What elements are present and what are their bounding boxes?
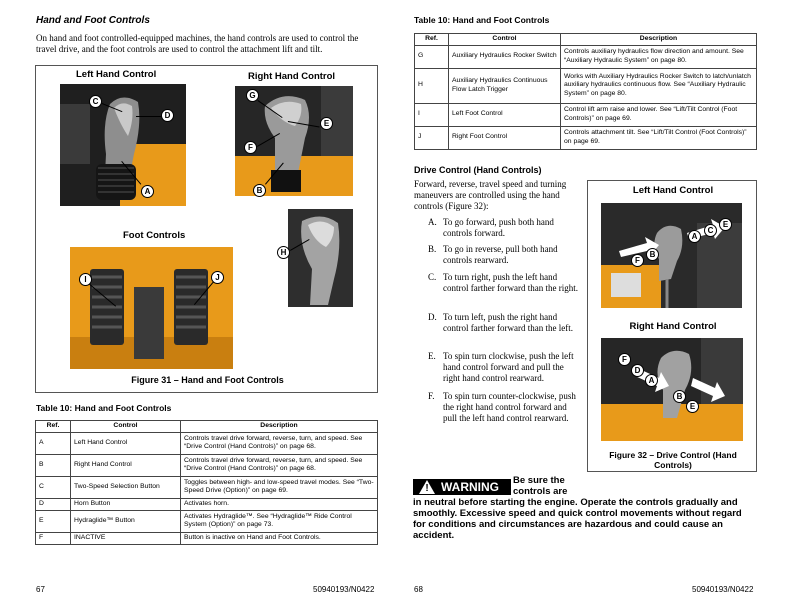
doc-number-left: 50940193/N0422 [313,585,375,594]
step-text: To go forward, push both hand controls forward. [443,217,554,238]
table-cell-description: Toggles between high- and low-speed travel modes. See “Two-Speed Drive (Option)” on page 69. [181,476,378,498]
callout-a: A [141,185,154,198]
page-number-left: 67 [36,585,45,594]
table-row [36,498,378,510]
table-cell-ref: J [415,126,449,149]
table-cell-control: Horn Button [71,498,181,510]
label-right-hand-control: Right Hand Control [629,321,717,332]
table-row [36,532,378,544]
callout-e: E [686,400,699,413]
list-item [428,244,580,268]
table-title-left: Table 10: Hand and Foot Controls [36,403,172,413]
warning-badge [413,479,511,495]
table-cell-description: Controls travel drive forward, reverse, turn, and speed. See “Drive Control (Hand Controls)” on page 68. [181,432,378,454]
table-header: Control [71,421,181,433]
table-cell-description: Button is inactive on Hand and Foot Controls. [181,532,378,544]
step-text: To turn left, push the right hand control farther forward than the left. [443,312,573,333]
table-cell-control: Left Hand Control [71,432,181,454]
step-letter: C. [428,272,437,282]
table-cell-ref: G [415,45,449,68]
callout-f: F [631,254,644,267]
table-row [415,126,757,149]
figure-31-caption: Figure 31 – Hand and Foot Controls [131,375,284,385]
list-item [428,217,580,241]
step-letter: F. [428,391,435,401]
table-cell-description: Activates Hydraglide™. See “Hydraglide™ Ride Control System (Option)” on page 73. [181,510,378,532]
table-row [36,432,378,454]
callout-a: A [688,230,701,243]
list-item [428,312,580,348]
table-row [415,68,757,103]
callout-b: B [673,390,686,403]
list-item [428,272,580,308]
exclamation-icon: ! [425,483,429,494]
warning-badge-label: WARNING [441,480,499,494]
photo-left-hand-control [60,84,186,206]
figure-32 [587,180,757,472]
callout-e: E [320,117,333,130]
callout-b: B [646,248,659,261]
step-letter: A. [428,217,437,227]
table-row [36,510,378,532]
photo-foot-controls [70,247,233,369]
label-right-hand-control: Right Hand Control [248,71,336,82]
table-cell-ref: E [36,510,71,532]
callout-f: F [618,353,631,366]
drive-control-heading: Drive Control (Hand Controls) [414,165,542,175]
hand-foot-controls-table-right [414,33,757,150]
page-number-right: 68 [414,585,423,594]
step-text: To spin turn counter-clockwise, push the right hand control forward and pull the left hand control rearward. [443,391,576,423]
drive-control-intro: Forward, reverse, travel speed and turning maneuvers are controlled using the hand controls (Figure 32): [414,179,567,211]
list-item [428,391,580,439]
step-text: To go in reverse, pull both hand controls rearward. [443,244,558,265]
table-cell-control: Left Foot Control [449,103,561,126]
table-cell-ref: C [36,476,71,498]
figure-31 [35,65,378,393]
leader-line [136,116,161,117]
table-cell-control: Auxiliary Hydraulics Continuous Flow Latch Trigger [449,68,561,103]
table-header: Ref. [36,421,71,433]
table-cell-description: Activates horn. [181,498,378,510]
table-cell-description: Controls travel drive forward, reverse, turn, and speed. See “Drive Control (Hand Controls)” on page 68. [181,454,378,476]
table-header: Control [449,34,561,46]
table-cell-control: Auxiliary Hydraulics Rocker Switch [449,45,561,68]
table-cell-ref: H [415,68,449,103]
table-cell-description: Control lift arm raise and lower. See “Lift/Tilt Control (Foot Controls)” on page 69. [561,103,757,126]
step-text: To spin turn clockwise, push the left hand control forward and pull the right hand control rearward. [443,351,574,383]
label-left-hand-control: Left Hand Control [632,185,714,196]
table-cell-description: Works with Auxiliary Hydraulics Rocker Switch to latch/unlatch auxiliary hydraulics continuous flow. See “Auxiliary Hydraulic System” on page 80. [561,68,757,103]
label-foot-controls: Foot Controls [123,230,186,241]
table-cell-control: Right Hand Control [71,454,181,476]
label-left-hand-control: Left Hand Control [76,69,157,80]
figure-32-caption: Figure 32 – Drive Control (Hand Controls) [609,450,737,470]
table-cell-description: Controls attachment tilt. See “Lift/Tilt Control (Foot Controls)” on page 69. [561,126,757,149]
step-letter: B. [428,244,437,254]
callout-i: I [79,273,92,286]
callout-d: D [161,109,174,122]
table-cell-ref: B [36,454,71,476]
table-row [415,103,757,126]
table-cell-ref: A [36,432,71,454]
callout-b: B [253,184,266,197]
table-row [36,454,378,476]
intro-paragraph: On hand and foot controlled-equipped machines, the hand controls are used to control the travel drive, and the foot controls are used to control the attachment lift and tilt. [36,33,359,54]
table-header: Ref. [415,34,449,46]
table-header: Description [561,34,757,46]
callout-g: G [246,89,259,102]
table-cell-control: Right Foot Control [449,126,561,149]
step-letter: E. [428,351,436,361]
warning-text-lead: Be sure the controls are [513,475,568,497]
photo-latch-trigger [288,209,353,307]
table-row [36,476,378,498]
table-title-right: Table 10: Hand and Foot Controls [414,15,550,25]
callout-c: C [704,224,717,237]
table-cell-ref: I [415,103,449,126]
table-cell-ref: D [36,498,71,510]
callout-j: J [211,271,224,284]
step-letter: D. [428,312,437,322]
doc-number-right: 50940193/N0422 [692,585,754,594]
table-cell-description: Controls auxiliary hydraulics flow direction and amount. See “Auxiliary Hydraulic System” on page 80. [561,45,757,68]
callout-f: F [244,141,257,154]
hand-foot-controls-table-left [35,420,378,545]
callout-d: D [631,364,644,377]
callout-h: H [277,246,290,259]
table-cell-ref: F [36,532,71,544]
section-title: Hand and Foot Controls [36,15,150,26]
warning-text-body: in neutral before starting the engine. Operate the controls gradually and smoothly. Excessive speed and quick control movements without regard for conditions and circumstances are hazardous and could cause an accident. [413,497,742,541]
list-item [428,351,580,387]
table-row [415,45,757,68]
step-text: To turn right, push the left hand control farther forward than the right. [443,272,578,293]
table-cell-control: INACTIVE [71,532,181,544]
table-cell-control: Two-Speed Selection Button [71,476,181,498]
table-cell-control: Hydraglide™ Button [71,510,181,532]
callout-e: E [719,218,732,231]
callout-c: C [89,95,102,108]
table-header: Description [181,421,378,433]
callout-a: A [645,374,658,387]
